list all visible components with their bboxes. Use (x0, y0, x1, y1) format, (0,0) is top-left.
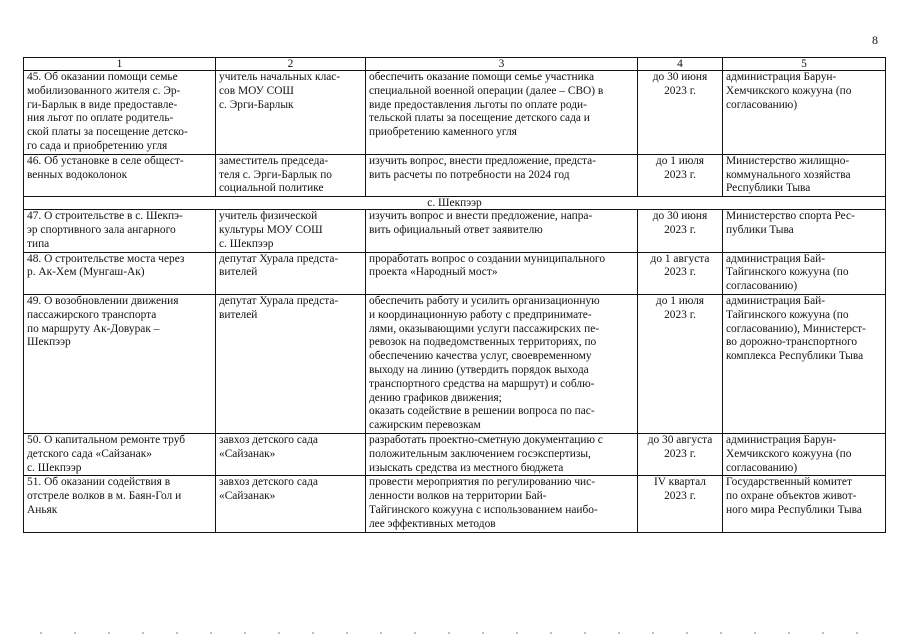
action-cell: проработать вопрос о создании муниципального проекта «Народный мост» (366, 252, 638, 294)
section-row (24, 197, 886, 210)
table-row (24, 252, 886, 294)
table-row (24, 154, 886, 196)
subject-cell: 47. О строительстве в с. Шекпэ- эр спортивного зала ангарного типа (24, 210, 216, 252)
subject-cell: 48. О строительстве моста через р. Ак-Хем (Мунгаш-Ак) (24, 252, 216, 294)
initiator-cell: завхоз детского сада «Сайзанак» (216, 476, 366, 532)
executor-cell: администрация Бай- Тайгинского кожууна (по согласованию) (723, 252, 886, 294)
deadline-cell: до 30 августа 2023 г. (638, 433, 723, 475)
initiator-cell: депутат Хурала предста- вителей (216, 252, 366, 294)
deadline-cell: до 30 июня 2023 г. (638, 210, 723, 252)
subject-cell: 49. О возобновлении движения пассажирского транспорта по маршруту Ак-Довурак – Шекпээр (24, 294, 216, 433)
executor-cell: Министерство жилищно- коммунального хозяйства Республики Тыва (723, 154, 886, 196)
action-cell: обеспечить работу и усилить организационную и координационную работу с предпринимате- лями, оказывающими услуги пассажирских пе- ревозок на подведомственных территориях, по обеспечению качества услуг, своевременному выходу на линию (утвердить порядок выхода транспортного средства на маршрут) и соблю- дению графиков движения; оказать содействие в решении вопроса по пас- сажирским перевозкам (366, 294, 638, 433)
executor-cell: Министерство спорта Рес- публики Тыва (723, 210, 886, 252)
table-row (24, 433, 886, 475)
subject-cell: 46. Об установке в селе общест- венных водоколонок (24, 154, 216, 196)
header-row (24, 58, 886, 71)
section-label: с. Шекпээр (24, 197, 886, 210)
subject-cell: 51. Об оказании содействия в отстреле волков в м. Баян-Гол и Аньяк (24, 476, 216, 532)
subject-cell: 50. О капитальном ремонте труб детского сада «Сайзанак» с. Шекпээр (24, 433, 216, 475)
deadline-cell: до 1 июля 2023 г. (638, 294, 723, 433)
table-row (24, 71, 886, 155)
scan-artifact-line (40, 632, 860, 634)
page-number: 8 (872, 33, 878, 47)
action-cell: провести мероприятия по регулированию чис- ленности волков на территории Бай- Тайгинского кожууна с использованием наибо- лее эффективных методов (366, 476, 638, 532)
initiator-cell: учитель физической культуры МОУ СОШ с. Шекпээр (216, 210, 366, 252)
executor-cell: администрация Барун- Хемчикского кожууна (по согласованию) (723, 433, 886, 475)
deadline-cell: до 1 июля 2023 г. (638, 154, 723, 196)
initiator-cell: завхоз детского сада «Сайзанак» (216, 433, 366, 475)
initiator-cell: заместитель председа- теля с. Эрги-Барлык по социальной политике (216, 154, 366, 196)
column-header: 2 (216, 58, 366, 71)
deadline-cell: до 1 августа 2023 г. (638, 252, 723, 294)
executor-cell: Государственный комитет по охране объектов живот- ного мира Республики Тыва (723, 476, 886, 532)
action-cell: обеспечить оказание помощи семье участника специальной военной операции (далее – СВО) в виде предоставления льготы по оплате роди- тельской платы за посещение детского сада и приобретению каменного угля (366, 71, 638, 155)
column-header: 1 (24, 58, 216, 71)
executor-cell: администрация Барун- Хемчикского кожууна (по согласованию) (723, 71, 886, 155)
table-row (24, 210, 886, 252)
initiator-cell: учитель начальных клас- сов МОУ СОШ с. Эрги-Барлык (216, 71, 366, 155)
deadline-cell: до 30 июня 2023 г. (638, 71, 723, 155)
executor-cell: администрация Бай- Тайгинского кожууна (по согласованию), Министерст- во дорожно-транспортного комплекса Республики Тыва (723, 294, 886, 433)
table-row (24, 294, 886, 433)
action-cell: изучить вопрос и внести предложение, напра- вить официальный ответ заявителю (366, 210, 638, 252)
initiator-cell: депутат Хурала предста- вителей (216, 294, 366, 433)
column-header: 4 (638, 58, 723, 71)
action-plan-table (23, 57, 886, 533)
column-header: 3 (366, 58, 638, 71)
column-header: 5 (723, 58, 886, 71)
action-cell: разработать проектно-сметную документацию с положительным заключением госэкспертизы, изыскать средства из местного бюджета (366, 433, 638, 475)
subject-cell: 45. Об оказании помощи семье мобилизованного жителя с. Эр- ги-Барлык в виде предоставле- ния льгот по оплате родитель- ской платы за посещение детско- го сада и приобретению угля (24, 71, 216, 155)
table-row (24, 476, 886, 532)
deadline-cell: IV квартал 2023 г. (638, 476, 723, 532)
action-cell: изучить вопрос, внести предложение, предста- вить расчеты по потребности на 2024 год (366, 154, 638, 196)
